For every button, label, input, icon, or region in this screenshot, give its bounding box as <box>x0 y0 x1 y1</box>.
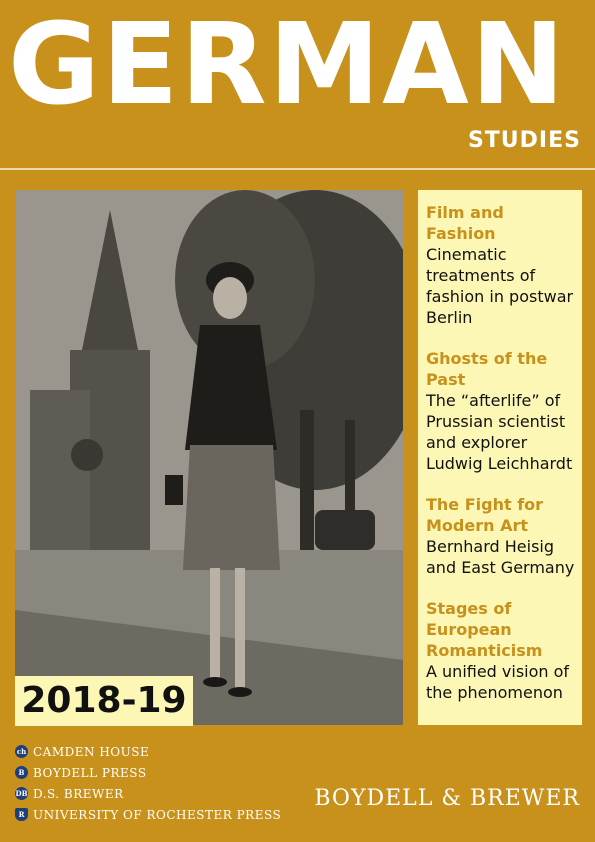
feature-description: Bernhard Heisig and East Germany <box>426 537 575 577</box>
feature-item[interactable] <box>426 598 576 703</box>
imprint-ds-brewer[interactable] <box>15 783 281 804</box>
imprint-camden-house[interactable] <box>15 741 281 762</box>
feature-item[interactable] <box>426 494 576 578</box>
ds-brewer-logo-icon: DB <box>15 789 28 798</box>
imprint-list <box>15 741 281 825</box>
feature-description: A unified vision of the phenomenon <box>426 662 570 702</box>
feature-item[interactable] <box>426 348 576 474</box>
cover-subtitle: STUDIES <box>467 128 581 153</box>
feature-title: The Fight for Modern Art <box>426 495 544 535</box>
imprint-name: CAMDEN HOUSE <box>33 744 150 759</box>
imprint-name: D.S. BREWER <box>33 786 124 801</box>
feature-description: The “afterlife” of Prussian scientist and explorer Ludwig Leichhardt <box>426 391 573 473</box>
camden-house-logo-icon: ch <box>16 747 27 756</box>
rochester-press-shield-icon: R <box>15 808 28 821</box>
feature-title: Stages of European Romanticism <box>426 599 543 660</box>
imprint-name: UNIVERSITY OF ROCHESTER PRESS <box>33 807 282 822</box>
feature-item[interactable] <box>426 202 576 328</box>
feature-title: Film and Fashion <box>426 203 504 243</box>
features-panel <box>418 190 582 725</box>
imprint-name: BOYDELL PRESS <box>33 765 147 780</box>
header-divider <box>0 168 595 170</box>
imprint-rochester-press[interactable] <box>15 804 281 825</box>
publisher-brand: BOYDELL & BREWER <box>314 786 580 811</box>
catalog-year: 2018-19 <box>15 676 193 726</box>
cover-photo <box>15 190 403 725</box>
feature-title: Ghosts of the Past <box>426 349 548 389</box>
boydell-press-logo-icon: B <box>15 766 28 779</box>
imprint-boydell-press[interactable] <box>15 762 281 783</box>
cover-title: GERMAN <box>8 6 567 124</box>
feature-description: Cinematic treatments of fashion in postwar Berlin <box>426 245 574 327</box>
